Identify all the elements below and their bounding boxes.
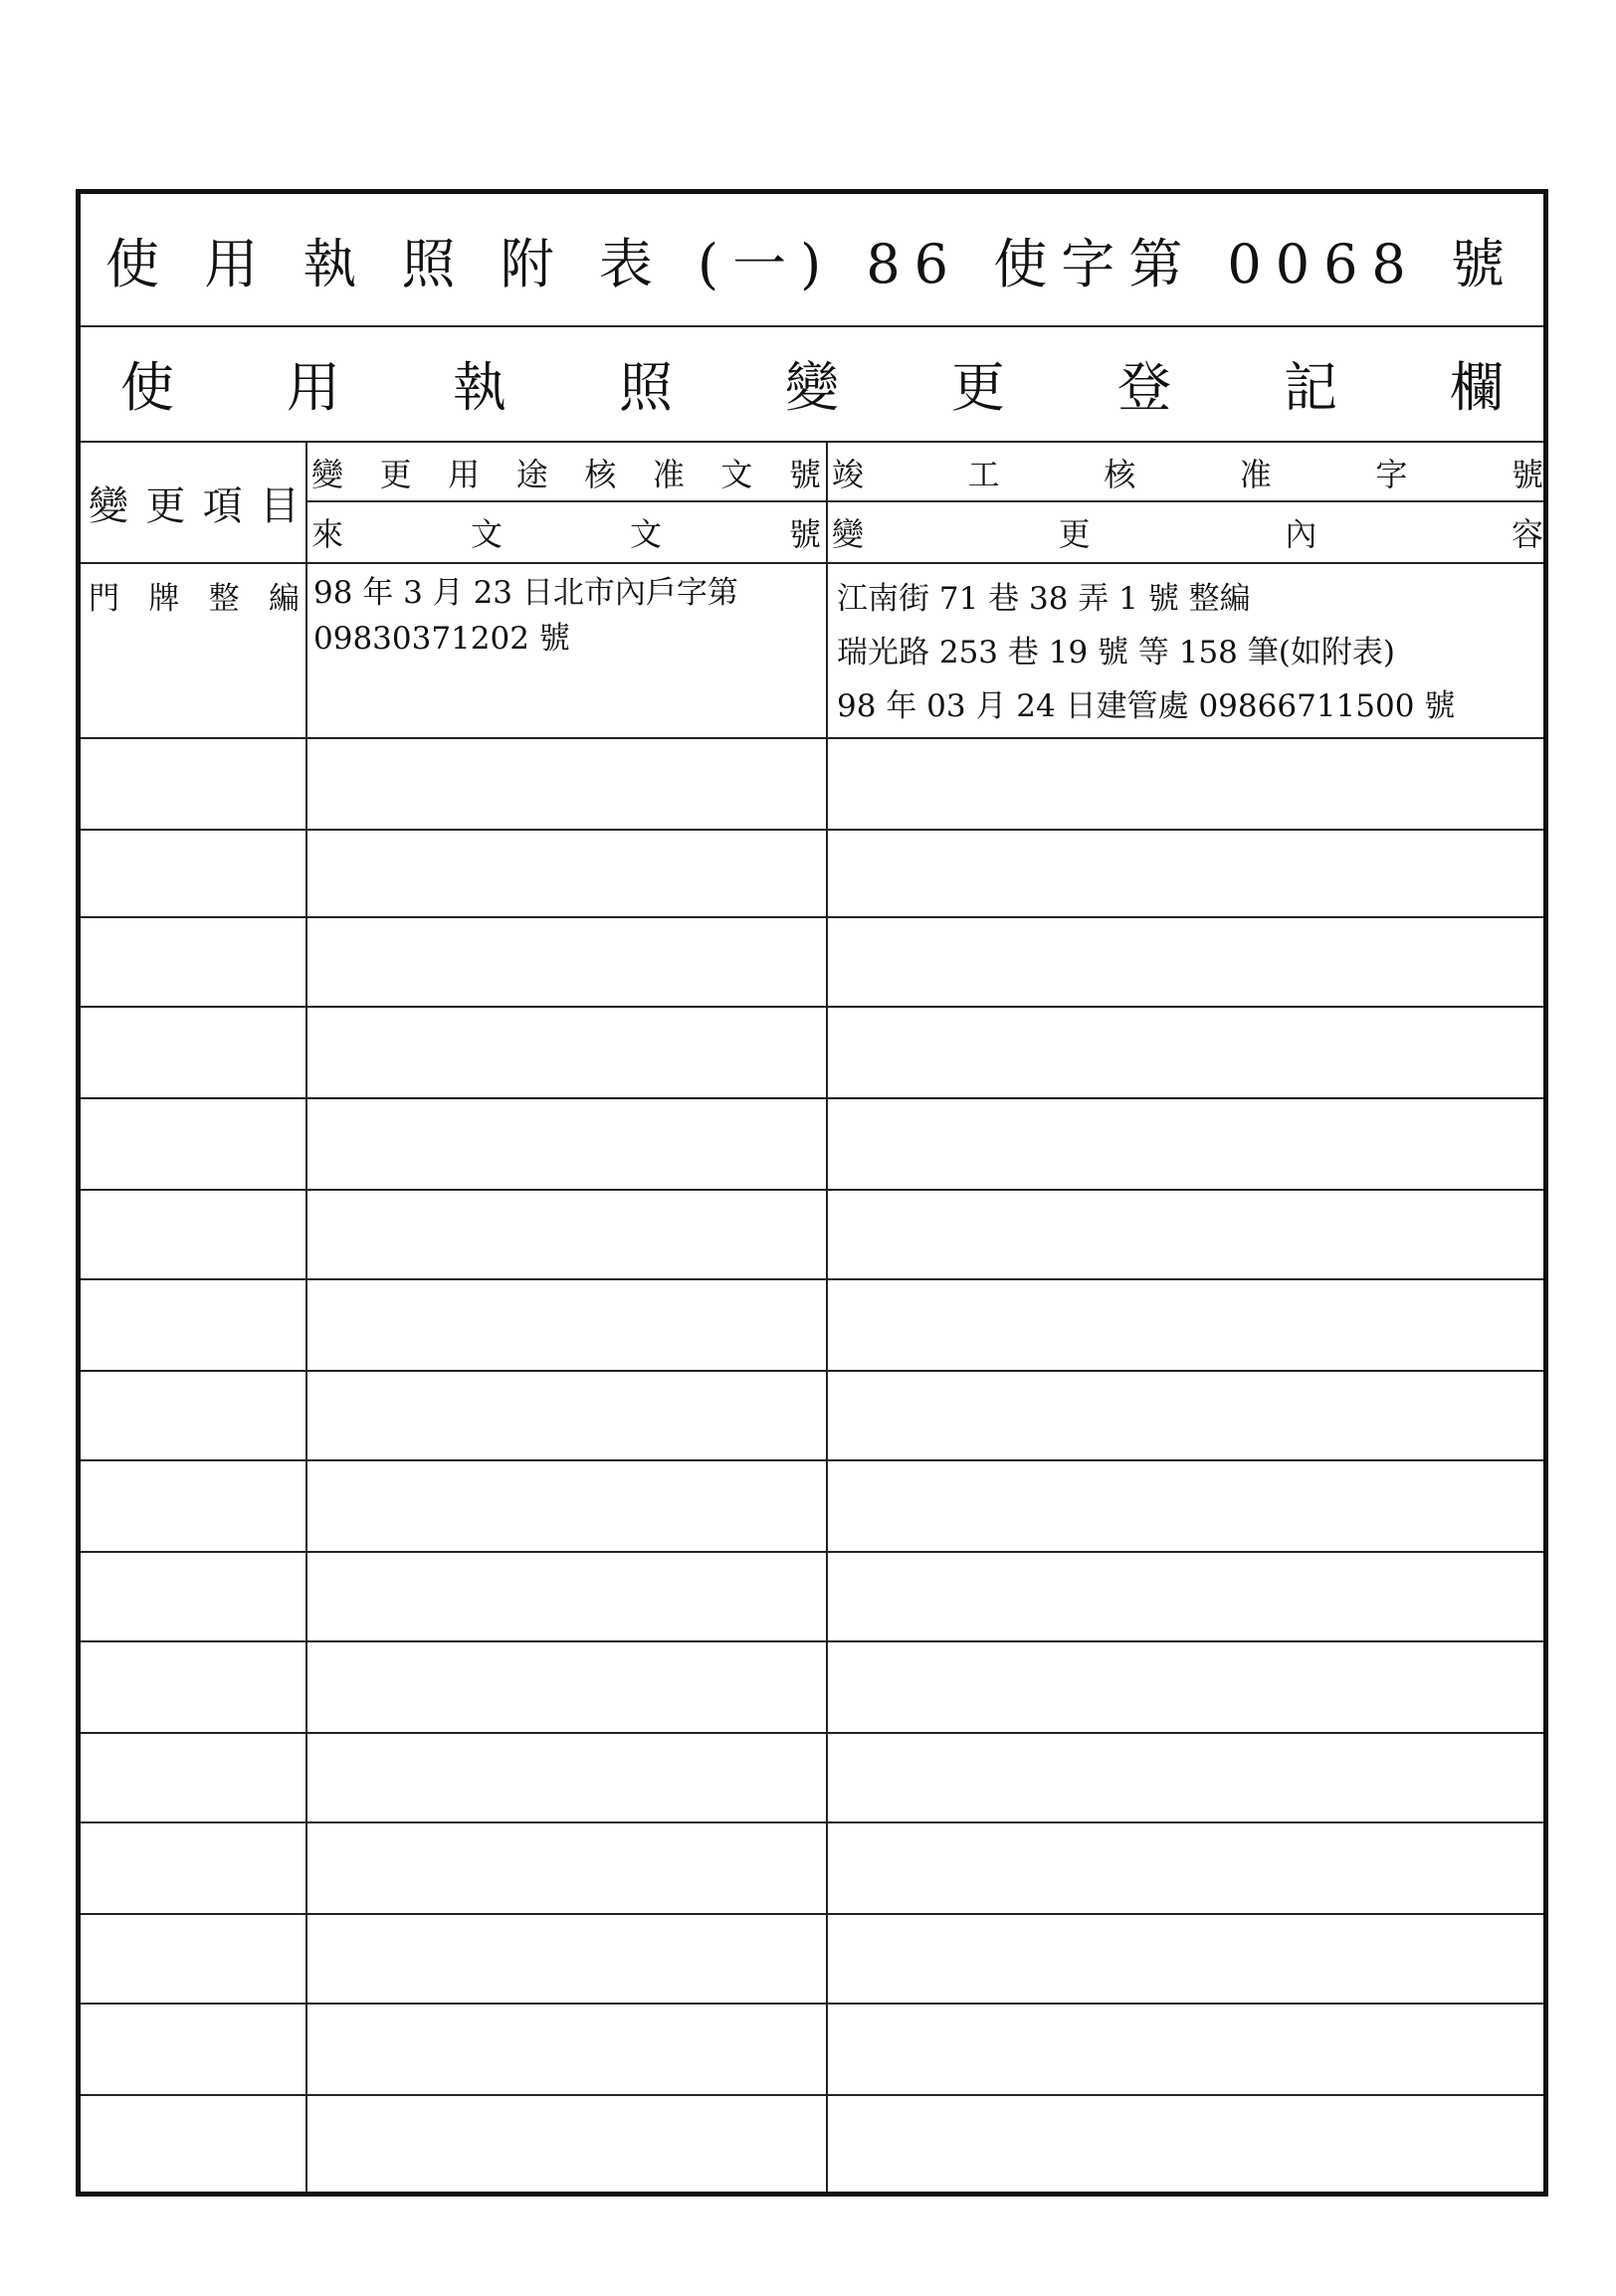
entry-char: 整 [208, 581, 240, 617]
header-char: 來 [311, 515, 344, 553]
row-divider [81, 1459, 1543, 1461]
subtitle-char: 使 [120, 355, 174, 419]
row-divider [81, 1821, 1543, 1823]
row-divider [81, 1006, 1543, 1008]
header-char: 號 [788, 456, 821, 493]
entry-change-item [89, 572, 300, 626]
doc-line: 98 年 3 月 23 日北市內戶字第 [313, 575, 738, 611]
header-char: 號 [1511, 456, 1543, 493]
subtitle-char: 記 [1284, 355, 1337, 419]
header-char: 變 [311, 456, 344, 493]
header-char: 變 [89, 482, 128, 529]
header-char: 字 [1375, 456, 1408, 493]
header-char: 准 [1239, 456, 1272, 493]
row-divider [81, 1370, 1543, 1372]
entry-char: 牌 [148, 581, 180, 617]
license-change-form [76, 189, 1548, 2197]
header-char: 變 [832, 515, 865, 553]
row-divider [81, 1097, 1543, 1099]
row-divider [81, 2003, 1543, 2005]
row-divider [81, 1640, 1543, 1642]
header-incoming-doc [311, 502, 821, 562]
row-divider [81, 1551, 1543, 1553]
header-char: 核 [1104, 456, 1136, 493]
header-char: 更 [145, 482, 186, 529]
header-char: 更 [379, 456, 412, 493]
row-divider [81, 1913, 1543, 1915]
header-change-content [832, 502, 1543, 562]
subtitle-char: 欄 [1450, 355, 1504, 419]
column-divider [826, 443, 828, 2192]
subtitle-char: 更 [951, 355, 1005, 419]
header-char: 文 [629, 515, 662, 553]
header-char: 竣 [832, 456, 865, 493]
header-char: 目 [259, 482, 300, 529]
entry-char: 門 [89, 581, 119, 617]
subtitle-char: 照 [619, 355, 673, 419]
form-title: 使 用 執 照 附 表 (一) 86 使字第 0068 號 [105, 232, 1518, 295]
header-char: 文 [720, 456, 753, 493]
header-char: 准 [652, 456, 685, 493]
header-char: 途 [515, 456, 548, 493]
header-char: 用 [448, 456, 481, 493]
content-line: 98 年 03 月 24 日建管處 09866711500 號 [837, 688, 1456, 724]
content-line: 江南街 71 巷 38 弄 1 號 整編 [837, 581, 1251, 617]
entry-change-content [837, 572, 1455, 733]
header-usage-approval [311, 445, 821, 500]
row-divider [81, 916, 1543, 918]
header-completion-approval [832, 445, 1543, 500]
row-divider [81, 1732, 1543, 1734]
header-change-item [89, 443, 300, 562]
header-char: 文 [470, 515, 503, 553]
row-divider [81, 1278, 1543, 1280]
subtitle-char: 用 [287, 355, 340, 419]
header-char: 更 [1058, 515, 1091, 553]
column-divider [305, 443, 307, 2192]
header-char: 容 [1511, 515, 1543, 553]
entry-char: 編 [268, 581, 300, 617]
row-divider [81, 1189, 1543, 1191]
subtitle-char: 變 [785, 355, 839, 419]
doc-line: 09830371202 號 [313, 621, 570, 657]
divider [81, 562, 1543, 564]
header-char: 項 [202, 482, 243, 529]
row-divider [81, 2094, 1543, 2096]
content-line: 瑞光路 253 巷 19 號 等 158 筆(如附表) [837, 635, 1395, 670]
header-char: 工 [967, 456, 1000, 493]
header-char: 內 [1285, 515, 1317, 553]
header-char: 核 [584, 456, 617, 493]
row-divider [81, 737, 1543, 739]
divider [81, 441, 1543, 443]
form-subtitle [120, 327, 1504, 439]
subtitle-char: 執 [453, 355, 506, 419]
subtitle-char: 登 [1117, 355, 1171, 419]
header-char: 號 [788, 515, 821, 553]
row-divider [81, 829, 1543, 831]
entry-doc-number [313, 566, 738, 666]
